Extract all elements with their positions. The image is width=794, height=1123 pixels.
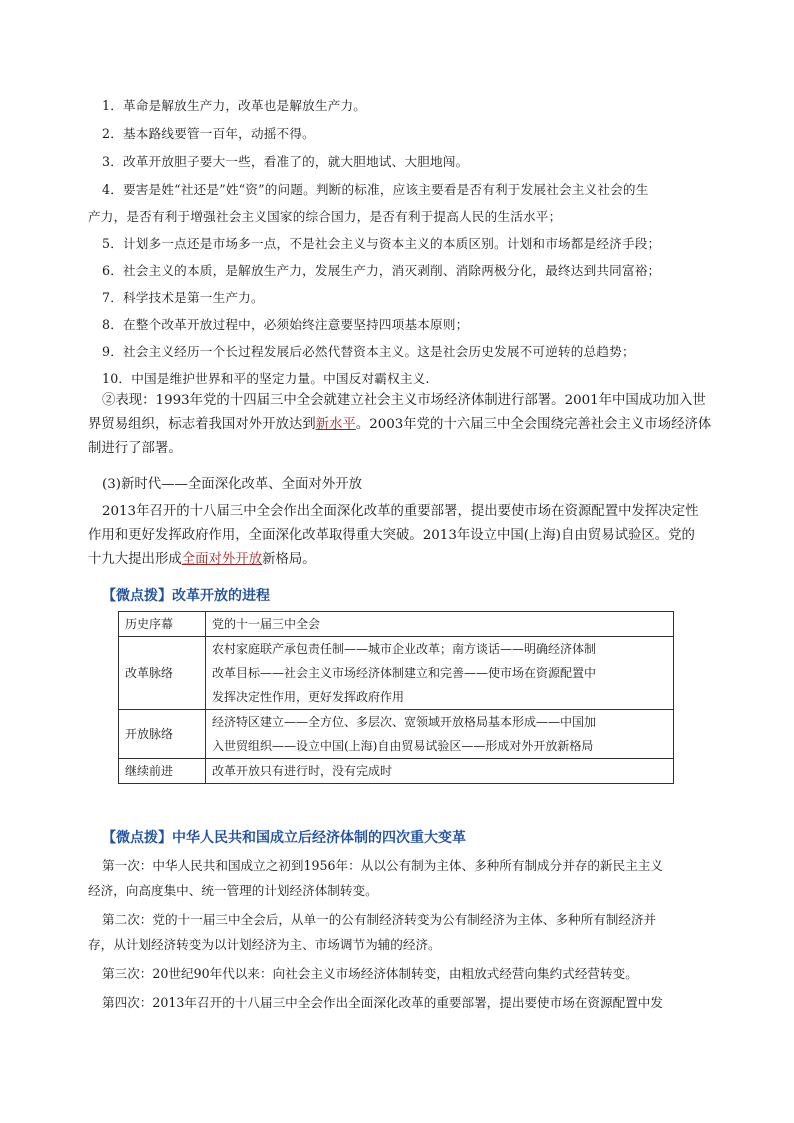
row-content bbox=[206, 612, 674, 637]
row-line: 改革开放只有进行时，没有完成时 bbox=[212, 764, 393, 778]
section-title: 中华人民共和国成立后经济体制的四次重大变革 bbox=[172, 830, 466, 846]
performance-line-1: ②表现：1993年党的十四届三中全会就建立社会主义市场经济体制进行部署。2001年中国成功加入世 bbox=[102, 393, 706, 408]
row-label: 历史序幕 bbox=[119, 612, 206, 637]
performance-line-2-b: 。2003年党的十六届三中全会围绕完善社会主义市场经济体 bbox=[355, 417, 712, 432]
point-5: 5．计划多一点还是市场多一点，不是社会主义与资本主义的本质区别。计划和市场都是经济手段； bbox=[102, 236, 661, 251]
row-line: 经济特区建立——全方位、多层次、宽领域开放格局基本形成——中国加 bbox=[212, 715, 597, 729]
new-era-line-2: 作用和更好发挥政府作用，全面深化改革取得重大突破。2013年设立中国(上海)自由贸易试验区。党的 bbox=[88, 528, 695, 543]
performance-paragraph bbox=[88, 389, 712, 461]
stage-line: 第二次：党的十一届三中全会后，从单一的公有制经济转变为公有制经济为主体、多种所有制经济并 bbox=[102, 912, 657, 927]
row-line: 党的十一届三中全会 bbox=[212, 617, 321, 631]
row-content bbox=[206, 759, 674, 784]
table-row bbox=[119, 710, 674, 759]
point-10: 10．中国是维护世界和平的坚定力量。中国反对霸权主义. bbox=[102, 371, 430, 386]
new-era-line-3-b: 新格局。 bbox=[262, 552, 316, 567]
point-3: 3．改革开放胆子要大一些，看准了的，就大胆地试、大胆地闯。 bbox=[102, 154, 469, 169]
reform-process-table bbox=[118, 611, 674, 784]
new-era-paragraph bbox=[88, 500, 702, 572]
section-heading-four-changes bbox=[102, 827, 466, 847]
stage-line: 经济，向高度集中、统一管理的计划经济体制转变。 bbox=[88, 883, 378, 898]
point-7: 7．科学技术是第一生产力。 bbox=[102, 290, 264, 305]
row-line: 入世贸组织——设立中国(上海)自由贸易试验区——形成对外开放新格局 bbox=[212, 739, 594, 753]
row-line: 发挥决定性作用，更好发挥政府作用 bbox=[212, 690, 405, 704]
new-era-line-3 bbox=[88, 548, 702, 572]
row-line: 改革目标——社会主义市场经济体制建立和完善——使市场在资源配置中 bbox=[212, 666, 597, 680]
new-era-title: (3)新时代——全面深化改革、全面对外开放 bbox=[102, 477, 362, 492]
performance-line-2 bbox=[88, 413, 712, 437]
section-title: 改革开放的进程 bbox=[172, 588, 270, 604]
new-era-line-3-a: 十九大提出形成 bbox=[88, 552, 182, 567]
section-tag: 【微点拨】 bbox=[102, 830, 172, 846]
table-row bbox=[119, 759, 674, 784]
row-label: 继续前进 bbox=[119, 759, 206, 784]
table-row bbox=[119, 637, 674, 710]
row-line: 农村家庭联产承包责任制——城市企业改革；南方谈话——明确经济体制 bbox=[212, 642, 597, 656]
point-4-continued: 产力，是否有利于增强社会主义国家的综合国力，是否有利于提高人民的生活水平； bbox=[88, 209, 562, 224]
row-label: 改革脉络 bbox=[119, 637, 206, 710]
stage-line: 第四次：2013年召开的十八届三中全会作出全面深化改革的重要部署，提出要使市场在资源配置中发 bbox=[102, 995, 663, 1010]
point-6: 6．社会主义的本质，是解放生产力，发展生产力，消灭剥削、消除两极分化，最终达到共同富裕； bbox=[102, 263, 661, 278]
performance-line-3: 制进行了部署。 bbox=[88, 441, 182, 456]
highlight-full-opening: 全面对外开放 bbox=[181, 552, 263, 567]
point-4: 4．要害是姓“社还是”姓“资”的问题。判断的标准，应该主要看是否有利于发展社会主义社会的生 bbox=[102, 182, 649, 197]
row-content bbox=[206, 637, 674, 710]
stage-line: 存，从计划经济转变为以计划经济为主、市场调节为辅的经济。 bbox=[88, 937, 441, 952]
performance-line-2-a: 界贸易组织，标志着我国对外开放达到 bbox=[88, 417, 316, 432]
highlight-new-level: 新水平 bbox=[315, 417, 356, 432]
section-heading-reform-process bbox=[102, 585, 270, 605]
row-label: 开放脉络 bbox=[119, 710, 206, 759]
point-1: 1．革命是解放生产力，改革也是解放生产力。 bbox=[102, 98, 367, 113]
point-9: 9．社会主义经历一个长过程发展后必然代替资本主义。这是社会历史发展不可逆转的总趋势； bbox=[102, 344, 635, 359]
table-row bbox=[119, 612, 674, 637]
new-era-line-1: 2013年召开的十八届三中全会作出全面深化改革的重要部署，提出要使市场在资源配置中发挥决定性 bbox=[102, 504, 699, 519]
stage-line: 第一次：中华人民共和国成立之初到1956年：从以公有制为主体、多种所有制成分并存的新民主主义 bbox=[102, 858, 663, 873]
section-tag: 【微点拨】 bbox=[102, 588, 172, 604]
row-content bbox=[206, 710, 674, 759]
point-2: 2．基本路线要管一百年，动摇不得。 bbox=[102, 126, 315, 141]
point-8: 8．在整个改革开放过程中，必须始终注意要坚持四项基本原则； bbox=[102, 317, 469, 332]
four-changes-text bbox=[88, 853, 722, 1015]
stage-line: 第三次：20世纪90年代以来：向社会主义市场经济体制转变，由粗放式经营向集约式经营转变。 bbox=[102, 966, 638, 981]
